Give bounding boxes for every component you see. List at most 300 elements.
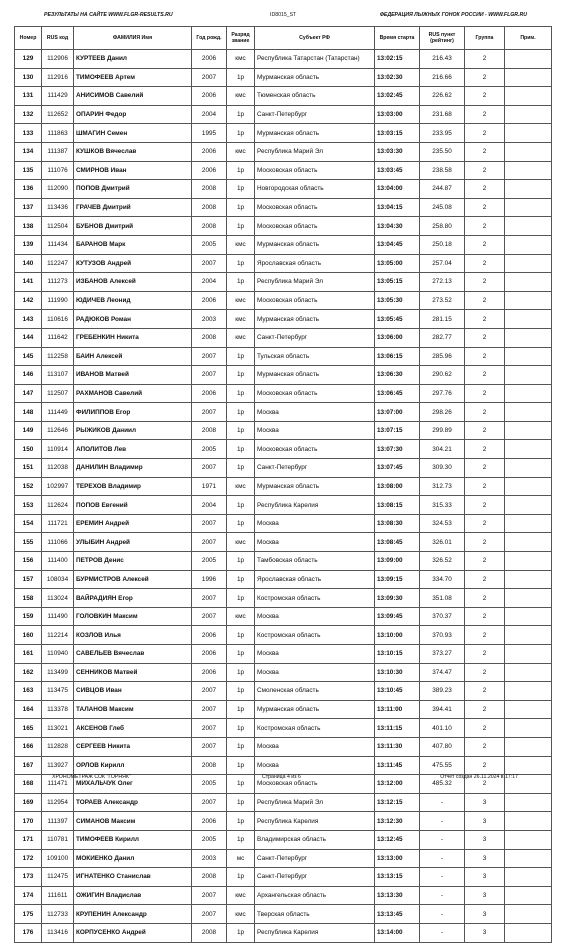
athlete-name: ПОПОВ Евгений (74, 496, 192, 515)
region: Москва (255, 403, 375, 422)
bib-number: 157 (15, 570, 42, 589)
region: Московская область (255, 291, 375, 310)
start-time: 13:05:45 (375, 310, 420, 329)
group: 2 (465, 756, 505, 775)
note (505, 124, 552, 143)
table-header-row (15, 27, 552, 50)
birth-year: 2007 (192, 886, 227, 905)
bib-number: 144 (15, 328, 42, 347)
birth-year: 2006 (192, 142, 227, 161)
region: Москва (255, 737, 375, 756)
rank: 1р (227, 570, 255, 589)
start-time: 13:07:00 (375, 403, 420, 422)
group: 2 (465, 87, 505, 106)
start-time: 13:14:00 (375, 923, 420, 942)
group: 2 (465, 775, 505, 794)
bib-number: 164 (15, 700, 42, 719)
rus-code: 102997 (42, 477, 74, 496)
bib-number: 173 (15, 868, 42, 887)
athlete-name: ИВАНОВ Матвей (74, 366, 192, 385)
table-row (15, 87, 552, 106)
athlete-name: РАДЮКОВ Роман (74, 310, 192, 329)
rus-code: 111387 (42, 142, 74, 161)
athlete-name: КРУПЕНИН Александр (74, 905, 192, 924)
rus-code: 113475 (42, 682, 74, 701)
group: 2 (465, 310, 505, 329)
athlete-name: ОПАРИН Федор (74, 105, 192, 124)
rus-points: 389.23 (420, 682, 465, 701)
table-row (15, 198, 552, 217)
rank: кмс (227, 905, 255, 924)
note (505, 812, 552, 831)
start-time: 13:04:45 (375, 235, 420, 254)
bib-number: 174 (15, 886, 42, 905)
start-time: 13:12:00 (375, 775, 420, 794)
rank: 1р (227, 161, 255, 180)
birth-year: 2006 (192, 384, 227, 403)
start-time: 13:13:15 (375, 868, 420, 887)
bib-number: 140 (15, 254, 42, 273)
athlete-name: МИХАЛЬЧУК Олег (74, 775, 192, 794)
rus-points: 258.80 (420, 217, 465, 236)
table-row (15, 217, 552, 236)
rank: 1р (227, 552, 255, 571)
bib-number: 166 (15, 737, 42, 756)
bib-number: 132 (15, 105, 42, 124)
athlete-name: ГРЕБЕНКИН Никита (74, 328, 192, 347)
rus-code: 111434 (42, 235, 74, 254)
start-time: 13:06:30 (375, 366, 420, 385)
note (505, 626, 552, 645)
bib-number: 159 (15, 607, 42, 626)
column-header-birth-year: Год рожд. (192, 27, 227, 50)
start-time: 13:05:00 (375, 254, 420, 273)
birth-year: 2006 (192, 291, 227, 310)
table-row (15, 886, 552, 905)
rus-code: 111611 (42, 886, 74, 905)
athlete-name: ГОЛОВКИН Максим (74, 607, 192, 626)
start-list-table (14, 26, 552, 943)
rus-points: 312.73 (420, 477, 465, 496)
birth-year: 2008 (192, 180, 227, 199)
athlete-name: ОЖИГИН Владислав (74, 886, 192, 905)
group: 2 (465, 217, 505, 236)
rus-points: 245.08 (420, 198, 465, 217)
note (505, 273, 552, 292)
page-header (0, 12, 566, 24)
group: 2 (465, 124, 505, 143)
rus-code: 112916 (42, 68, 74, 87)
note (505, 68, 552, 87)
table-row (15, 384, 552, 403)
group: 2 (465, 235, 505, 254)
athlete-name: ТОРАЕВ Александр (74, 793, 192, 812)
bib-number: 153 (15, 496, 42, 515)
rus-points: 373.27 (420, 645, 465, 664)
region: Мурманская область (255, 235, 375, 254)
region: Мурманская область (255, 124, 375, 143)
rus-points: 250.18 (420, 235, 465, 254)
rus-code: 112906 (42, 50, 74, 69)
rus-points: 290.62 (420, 366, 465, 385)
start-time: 13:11:45 (375, 756, 420, 775)
bib-number: 143 (15, 310, 42, 329)
rus-code: 112258 (42, 347, 74, 366)
start-time: 13:09:15 (375, 570, 420, 589)
report-created: Отчет создан 26.11.2024 в 17:17 (440, 774, 518, 780)
athlete-name: САВЕЛЬЕВ Вячеслав (74, 645, 192, 664)
note (505, 403, 552, 422)
table-row (15, 440, 552, 459)
athlete-name: КУШКОВ Вячеслав (74, 142, 192, 161)
group: 3 (465, 923, 505, 942)
rus-points: - (420, 886, 465, 905)
rus-code: 111273 (42, 273, 74, 292)
start-time: 13:07:15 (375, 421, 420, 440)
column-header-note: Прим. (505, 27, 552, 50)
rank: кмс (227, 328, 255, 347)
table-row (15, 496, 552, 515)
document-id: ID8015_ST (270, 12, 297, 18)
rus-code: 111397 (42, 812, 74, 831)
bib-number: 176 (15, 923, 42, 942)
table-row (15, 570, 552, 589)
birth-year: 2008 (192, 198, 227, 217)
federation-site-link[interactable]: ФЕДЕРАЦИЯ ЛЫЖНЫХ ГОНОК РОССИИ - WWW.FLGR.RU (379, 12, 527, 18)
table-row (15, 607, 552, 626)
note (505, 868, 552, 887)
note (505, 719, 552, 738)
note (505, 310, 552, 329)
rus-points: 394.41 (420, 700, 465, 719)
group: 2 (465, 291, 505, 310)
bib-number: 158 (15, 589, 42, 608)
birth-year: 2008 (192, 923, 227, 942)
region: Санкт-Петербург (255, 849, 375, 868)
note (505, 161, 552, 180)
rank: 1р (227, 663, 255, 682)
athlete-name: ШМАГИН Семен (74, 124, 192, 143)
rus-points: - (420, 812, 465, 831)
rus-points: 216.43 (420, 50, 465, 69)
table-row (15, 793, 552, 812)
column-header-number: Номер (15, 27, 42, 50)
region: Мурманская область (255, 68, 375, 87)
group: 2 (465, 645, 505, 664)
athlete-name: ИЗБАНОВ Алексей (74, 273, 192, 292)
athlete-name: РАХМАНОВ Савелий (74, 384, 192, 403)
rus-code: 111642 (42, 328, 74, 347)
birth-year: 2007 (192, 68, 227, 87)
birth-year: 2007 (192, 719, 227, 738)
column-header-rus-points: RUS пункт (рейтинг) (420, 27, 465, 50)
rus-code: 111721 (42, 514, 74, 533)
table-row (15, 68, 552, 87)
rus-code: 111429 (42, 87, 74, 106)
note (505, 217, 552, 236)
start-time: 13:05:15 (375, 273, 420, 292)
table-row (15, 291, 552, 310)
birth-year: 2006 (192, 626, 227, 645)
table-row (15, 868, 552, 887)
rus-points: 298.26 (420, 403, 465, 422)
note (505, 366, 552, 385)
athlete-name: ОРЛОВ Кирилл (74, 756, 192, 775)
group: 2 (465, 626, 505, 645)
rus-code: 111400 (42, 552, 74, 571)
table-row (15, 310, 552, 329)
region: Санкт-Петербург (255, 328, 375, 347)
note (505, 254, 552, 273)
group: 2 (465, 347, 505, 366)
start-time: 13:02:15 (375, 50, 420, 69)
region: Московская область (255, 384, 375, 403)
note (505, 645, 552, 664)
rus-code: 113021 (42, 719, 74, 738)
rank: 1р (227, 626, 255, 645)
rus-code: 112475 (42, 868, 74, 887)
birth-year: 2007 (192, 793, 227, 812)
note (505, 347, 552, 366)
group: 2 (465, 180, 505, 199)
start-time: 13:04:00 (375, 180, 420, 199)
rus-points: 281.15 (420, 310, 465, 329)
start-time: 13:10:15 (375, 645, 420, 664)
group: 2 (465, 459, 505, 478)
region: Москва (255, 533, 375, 552)
rank: 1р (227, 459, 255, 478)
rank: 1р (227, 700, 255, 719)
start-time: 13:05:30 (375, 291, 420, 310)
table-row (15, 626, 552, 645)
bib-number: 172 (15, 849, 42, 868)
group: 2 (465, 663, 505, 682)
table-row (15, 830, 552, 849)
rus-code: 113378 (42, 700, 74, 719)
page-number: Страница 4 из 6 (262, 774, 301, 780)
rank: 1р (227, 589, 255, 608)
table-row (15, 756, 552, 775)
rank: кмс (227, 142, 255, 161)
bib-number: 130 (15, 68, 42, 87)
start-time: 13:12:30 (375, 812, 420, 831)
group: 2 (465, 273, 505, 292)
table-row (15, 533, 552, 552)
note (505, 589, 552, 608)
table-row (15, 459, 552, 478)
birth-year: 2008 (192, 421, 227, 440)
results-site-link[interactable]: РЕЗУЛЬТАТЫ НА САЙТЕ WWW.FLGR-RESULTS.RU (44, 12, 173, 18)
region: Тюменская область (255, 87, 375, 106)
group: 2 (465, 570, 505, 589)
group: 2 (465, 142, 505, 161)
region: Республика Карелия (255, 812, 375, 831)
table-row (15, 514, 552, 533)
table-row (15, 682, 552, 701)
rank: кмс (227, 87, 255, 106)
column-header-region: Субъект РФ (255, 27, 375, 50)
rank: 1р (227, 384, 255, 403)
table-row (15, 50, 552, 69)
rus-points: - (420, 830, 465, 849)
rus-points: 299.89 (420, 421, 465, 440)
region: Костромская область (255, 626, 375, 645)
start-time: 13:06:00 (375, 328, 420, 347)
athlete-name: КУТУЗОВ Андрей (74, 254, 192, 273)
note (505, 737, 552, 756)
group: 3 (465, 905, 505, 924)
bib-number: 171 (15, 830, 42, 849)
birth-year: 2007 (192, 607, 227, 626)
group: 3 (465, 868, 505, 887)
start-time: 13:03:30 (375, 142, 420, 161)
table-row (15, 328, 552, 347)
start-time: 13:09:30 (375, 589, 420, 608)
rank: 1р (227, 496, 255, 515)
note (505, 682, 552, 701)
athlete-name: ТИМОФЕЕВ Кирилл (74, 830, 192, 849)
rank: 1р (227, 198, 255, 217)
start-time: 13:11:15 (375, 719, 420, 738)
birth-year: 2006 (192, 161, 227, 180)
rus-points: 282.77 (420, 328, 465, 347)
region: Смоленская область (255, 682, 375, 701)
athlete-name: БАИН Алексей (74, 347, 192, 366)
birth-year: 2005 (192, 552, 227, 571)
rank: 1р (227, 682, 255, 701)
table-body (15, 50, 552, 943)
bib-number: 139 (15, 235, 42, 254)
rank: 1р (227, 421, 255, 440)
birth-year: 2008 (192, 328, 227, 347)
birth-year: 2006 (192, 663, 227, 682)
rank: 1р (227, 105, 255, 124)
bib-number: 150 (15, 440, 42, 459)
rus-points: 324.53 (420, 514, 465, 533)
start-time: 13:09:45 (375, 607, 420, 626)
rus-points: 485.32 (420, 775, 465, 794)
rus-points: 231.68 (420, 105, 465, 124)
rank: кмс (227, 533, 255, 552)
group: 2 (465, 403, 505, 422)
rus-points: 401.10 (420, 719, 465, 738)
birth-year: 2007 (192, 589, 227, 608)
note (505, 477, 552, 496)
note (505, 533, 552, 552)
region: Костромская область (255, 719, 375, 738)
rank: кмс (227, 477, 255, 496)
region: Архангельская область (255, 886, 375, 905)
birth-year: 2003 (192, 310, 227, 329)
rank: 1р (227, 645, 255, 664)
group: 2 (465, 50, 505, 69)
group: 2 (465, 477, 505, 496)
bib-number: 154 (15, 514, 42, 533)
group: 2 (465, 105, 505, 124)
table-row (15, 180, 552, 199)
note (505, 87, 552, 106)
region: Москва (255, 421, 375, 440)
bib-number: 155 (15, 533, 42, 552)
rus-points: 374.47 (420, 663, 465, 682)
region: Ярославская область (255, 570, 375, 589)
group: 2 (465, 254, 505, 273)
athlete-name: ВАЙРАДИЯН Егор (74, 589, 192, 608)
bib-number: 167 (15, 756, 42, 775)
region: Санкт-Петербург (255, 459, 375, 478)
group: 2 (465, 700, 505, 719)
note (505, 514, 552, 533)
rank: 1р (227, 273, 255, 292)
rus-points: 257.04 (420, 254, 465, 273)
bib-number: 136 (15, 180, 42, 199)
rus-points: 238.58 (420, 161, 465, 180)
region: Мурманская область (255, 310, 375, 329)
start-time: 13:10:30 (375, 663, 420, 682)
table-row (15, 700, 552, 719)
start-time: 13:07:30 (375, 440, 420, 459)
bib-number: 160 (15, 626, 42, 645)
group: 2 (465, 719, 505, 738)
group: 2 (465, 737, 505, 756)
rank: 1р (227, 830, 255, 849)
athlete-name: ТАЛАНОВ Максим (74, 700, 192, 719)
rus-code: 112733 (42, 905, 74, 924)
region: Москва (255, 645, 375, 664)
rank: 1р (227, 347, 255, 366)
rus-code: 112504 (42, 217, 74, 236)
start-time: 13:03:15 (375, 124, 420, 143)
group: 2 (465, 607, 505, 626)
start-time: 13:02:30 (375, 68, 420, 87)
note (505, 886, 552, 905)
athlete-name: КУРТЕЕВ Данил (74, 50, 192, 69)
note (505, 440, 552, 459)
table-row (15, 254, 552, 273)
rus-points: 304.21 (420, 440, 465, 459)
rus-code: 110940 (42, 645, 74, 664)
rank: мс (227, 849, 255, 868)
birth-year: 2004 (192, 105, 227, 124)
athlete-name: ДАНИЛИН Владимир (74, 459, 192, 478)
athlete-name: АКСЕНОВ Глеб (74, 719, 192, 738)
rus-code: 113436 (42, 198, 74, 217)
rus-points: 244.87 (420, 180, 465, 199)
birth-year: 2007 (192, 533, 227, 552)
bib-number: 151 (15, 459, 42, 478)
rus-points: 351.08 (420, 589, 465, 608)
birth-year: 2005 (192, 830, 227, 849)
birth-year: 2005 (192, 235, 227, 254)
rank: кмс (227, 235, 255, 254)
rus-code: 112507 (42, 384, 74, 403)
table-row (15, 905, 552, 924)
rus-code: 110616 (42, 310, 74, 329)
group: 2 (465, 682, 505, 701)
region: Москва (255, 514, 375, 533)
bib-number: 137 (15, 198, 42, 217)
group: 2 (465, 68, 505, 87)
rus-code: 112652 (42, 105, 74, 124)
athlete-name: БАРАНОВ Марк (74, 235, 192, 254)
birth-year: 2008 (192, 756, 227, 775)
bib-number: 138 (15, 217, 42, 236)
note (505, 328, 552, 347)
start-time: 13:08:00 (375, 477, 420, 496)
rus-code: 111990 (42, 291, 74, 310)
birth-year: 2007 (192, 737, 227, 756)
rus-points: 273.52 (420, 291, 465, 310)
